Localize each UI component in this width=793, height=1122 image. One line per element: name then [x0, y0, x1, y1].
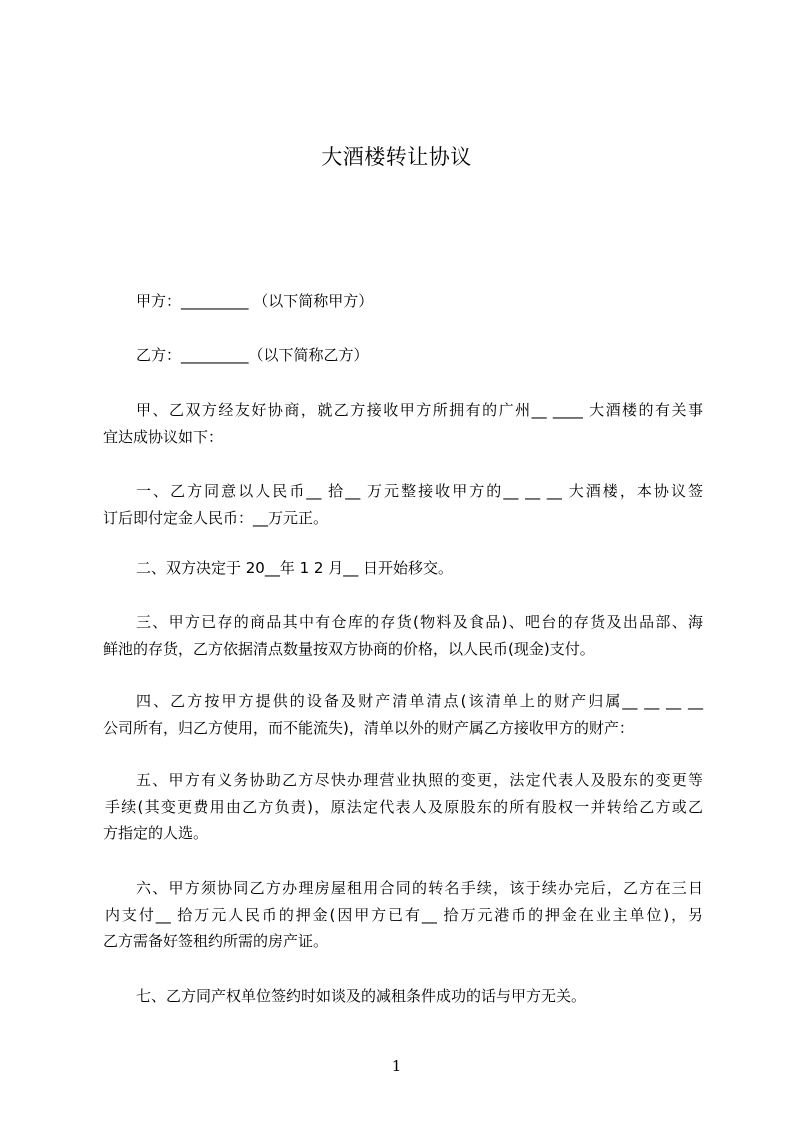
clause-2-line-1: 二、双方决定于 20__年 1 2 月__ 日开始移交。	[136, 559, 454, 577]
clause-6-line-2: 内支付__ 拾万元人民币的押金(因甲方已有__ 拾万元港币的押金在业主单位)，另	[105, 906, 703, 924]
clause-3-line-1: 三、甲方已存的商品其中有仓库的存货(物料及食品)、吧台的存货及出品部、海	[136, 613, 703, 631]
clause-1-line-1: 一、乙方同意以人民币__ 拾__ 万元整接收甲方的__ __ __ 大酒楼，本协议签	[136, 482, 703, 500]
intro-line-1: 甲、乙双方经友好协商，就乙方接收甲方所拥有的广州__ ____ 大酒楼的有关事	[136, 401, 703, 419]
clause-1-line-2: 订后即付定金人民币：__万元正。	[103, 509, 329, 527]
party-a-line: 甲方：_________ （以下简称甲方）	[136, 292, 374, 310]
clause-4-line-2: 公司所有，归乙方使用，而不能流失)，清单以外的财产属乙方接收甲方的财产：	[103, 719, 634, 737]
clause-4-line-1: 四、乙方按甲方提供的设备及财产清单清点(该清单上的财产归属__ __ __ __	[136, 692, 703, 710]
intro-line-2: 宜达成协议如下：	[103, 428, 224, 446]
clause-6-line-3: 乙方需备好签租约所需的房产证。	[103, 932, 329, 950]
clause-5-line-3: 方指定的人选。	[103, 824, 209, 842]
clause-5-line-2: 手续(其变更费用由乙方负责)，原法定代表人及原股东的所有股权一并转给乙方或乙	[105, 798, 703, 816]
clause-6-line-1: 六、甲方须协同乙方办理房屋租用合同的转名手续，该于续办完后，乙方在三日	[136, 879, 703, 897]
clause-3-line-2: 鲜池的存货，乙方依据清点数量按双方协商的价格，以人民币(现金)支付。	[103, 640, 595, 658]
party-b-line: 乙方：_________（以下简称乙方）	[136, 346, 369, 364]
page-number: 1	[391, 1057, 402, 1075]
clause-7-line-1: 七、乙方同产权单位签约时如谈及的减租条件成功的话与甲方无关。	[136, 987, 587, 1005]
clause-5-line-1: 五、甲方有义务协助乙方尽快办理营业执照的变更，法定代表人及股东的变更等	[136, 771, 703, 789]
document-title: 大酒楼转让协议	[321, 145, 472, 169]
